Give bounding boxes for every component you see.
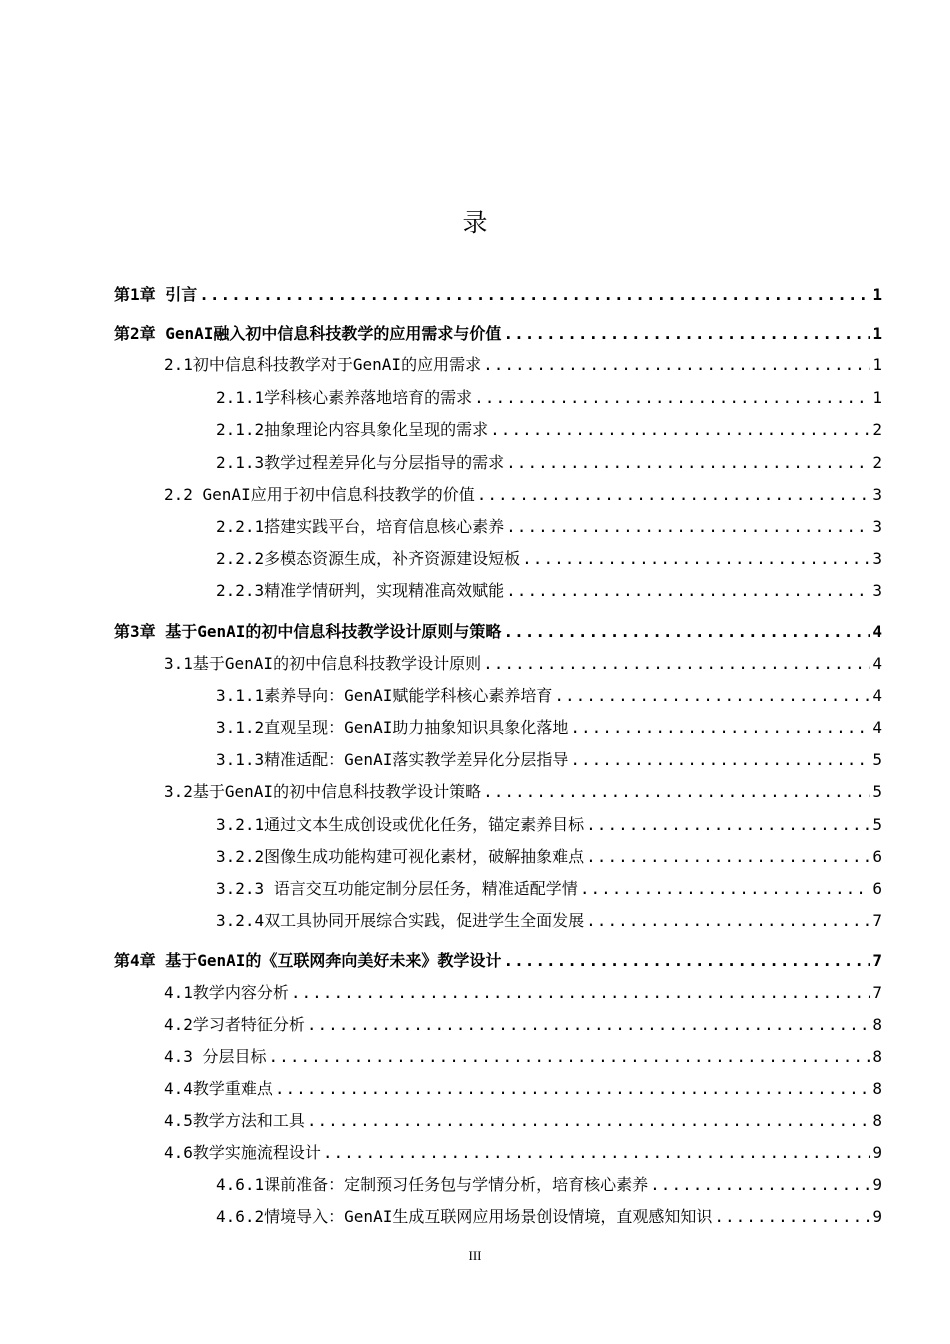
dot-leader xyxy=(503,950,870,972)
page-number: III xyxy=(468,1248,482,1263)
toc-entry-title: 2.1初中信息科技教学对于GenAI的应用需求 xyxy=(164,355,482,374)
toc-entry-title: 第2章 GenAI融入初中信息科技教学的应用需求与价值 xyxy=(114,324,502,343)
toc-entry[interactable] xyxy=(216,838,882,868)
toc-entry-title: 3.2.4双工具协同开展综合实践，促进学生全面发展 xyxy=(216,911,585,930)
toc-entry-page: 7 xyxy=(872,983,882,1002)
toc-entry[interactable] xyxy=(164,1134,882,1164)
dot-leader xyxy=(650,1174,870,1196)
toc-entry-page: 5 xyxy=(872,782,882,801)
toc-entry-title: 3.1.1素养导向：GenAI赋能学科核心素养培育 xyxy=(216,686,553,705)
toc-title: 录 xyxy=(462,208,488,237)
toc-entry-title: 第1章 引言 xyxy=(114,285,198,304)
toc-entry-title: 4.5教学方法和工具 xyxy=(164,1111,305,1130)
toc-entry-title: 3.2.2图像生成功能构建可视化素材，破解抽象难点 xyxy=(216,847,585,866)
toc-entry-page: 7 xyxy=(872,911,882,930)
dot-leader xyxy=(307,1110,870,1132)
dot-leader xyxy=(522,548,870,570)
toc-entry[interactable] xyxy=(164,476,882,506)
toc-entry-page: 4 xyxy=(872,718,882,737)
toc-entry[interactable] xyxy=(164,1102,882,1132)
dot-leader xyxy=(483,653,870,675)
dot-leader xyxy=(275,1078,870,1100)
dot-leader xyxy=(570,717,870,739)
toc-entry[interactable] xyxy=(216,1166,882,1196)
toc-entry-title: 3.2.1通过文本生成创设或优化任务，锚定素养目标 xyxy=(216,815,585,834)
toc-entry[interactable] xyxy=(216,870,882,900)
dot-leader xyxy=(506,580,870,602)
toc-entry-title: 3.1基于GenAI的初中信息科技教学设计原则 xyxy=(164,654,482,673)
toc-entry-page: 6 xyxy=(872,847,882,866)
toc-entry-page: 1 xyxy=(872,355,882,374)
toc-entry-page: 1 xyxy=(872,388,882,407)
toc-entry-page: 8 xyxy=(872,1111,882,1130)
toc-entry-page: 4 xyxy=(872,622,882,641)
toc-entry[interactable] xyxy=(114,276,882,306)
toc-entry[interactable] xyxy=(216,709,882,739)
dot-leader xyxy=(586,910,870,932)
toc-entry-title: 3.1.2直观呈现：GenAI助力抽象知识具象化落地 xyxy=(216,718,569,737)
dot-leader xyxy=(269,1046,871,1068)
dot-leader xyxy=(714,1206,870,1228)
toc-entry-page: 9 xyxy=(872,1175,882,1194)
toc-entry[interactable] xyxy=(164,974,882,1004)
toc-entry-title: 2.2.1搭建实践平台，培育信息核心素养 xyxy=(216,517,505,536)
toc-entry[interactable] xyxy=(164,1006,882,1036)
dot-leader xyxy=(503,621,870,643)
dot-leader xyxy=(483,354,870,376)
toc-entry-title: 4.6.2情境导入：GenAI生成互联网应用场景创设情境，直观感知知识 xyxy=(216,1207,713,1226)
dot-leader xyxy=(586,846,870,868)
toc-entry-title: 4.6教学实施流程设计 xyxy=(164,1143,321,1162)
toc-entry-page: 3 xyxy=(872,517,882,536)
toc-entry[interactable] xyxy=(216,444,882,474)
dot-leader xyxy=(307,1014,870,1036)
toc-entry-page: 9 xyxy=(872,1207,882,1226)
toc-entry-title: 2.1.1学科核心素养落地培育的需求 xyxy=(216,388,473,407)
toc-entry[interactable] xyxy=(164,645,882,675)
toc-entry-title: 2.1.3教学过程差异化与分层指导的需求 xyxy=(216,453,505,472)
toc-entry-page: 2 xyxy=(872,420,882,439)
dot-leader xyxy=(199,284,870,306)
toc-entry-page: 8 xyxy=(872,1047,882,1066)
toc-entry-title: 2.1.2抽象理论内容具象化呈现的需求 xyxy=(216,420,489,439)
toc-entry[interactable] xyxy=(216,379,882,409)
toc-entry[interactable] xyxy=(114,315,882,345)
dot-leader xyxy=(291,982,870,1004)
dot-leader xyxy=(580,878,871,900)
toc-entry[interactable] xyxy=(164,1038,882,1068)
toc-entry[interactable] xyxy=(164,773,882,803)
dot-leader xyxy=(506,516,870,538)
toc-entry[interactable] xyxy=(216,677,882,707)
toc-entry-page: 3 xyxy=(872,485,882,504)
toc-entry-title: 2.2.2多模态资源生成，补齐资源建设短板 xyxy=(216,549,521,568)
toc-entry-title: 4.4教学重难点 xyxy=(164,1079,273,1098)
toc-entry-title: 2.2.3精准学情研判，实现精准高效赋能 xyxy=(216,581,505,600)
dot-leader xyxy=(474,387,870,409)
dot-leader xyxy=(554,685,870,707)
toc-entry[interactable] xyxy=(164,346,882,376)
toc-entry-page: 2 xyxy=(872,453,882,472)
toc-entry-title: 4.2学习者特征分析 xyxy=(164,1015,305,1034)
toc-entry-page: 6 xyxy=(872,879,882,898)
dot-leader xyxy=(323,1142,870,1164)
toc-entry-page: 7 xyxy=(872,951,882,970)
dot-leader xyxy=(570,749,870,771)
toc-entry-page: 4 xyxy=(872,654,882,673)
toc-entry[interactable] xyxy=(216,741,882,771)
dot-leader xyxy=(483,781,870,803)
toc-entry-title: 4.6.1课前准备：定制预习任务包与学情分析，培育核心素养 xyxy=(216,1175,649,1194)
dot-leader xyxy=(490,419,870,441)
toc-entry-page: 8 xyxy=(872,1079,882,1098)
toc-entry[interactable] xyxy=(216,508,882,538)
toc-entry[interactable] xyxy=(216,806,882,836)
toc-entry-page: 3 xyxy=(872,549,882,568)
toc-entry-page: 1 xyxy=(872,324,882,343)
toc-entry-title: 3.2基于GenAI的初中信息科技教学设计策略 xyxy=(164,782,482,801)
toc-entry-title: 3.1.3精准适配：GenAI落实教学差异化分层指导 xyxy=(216,750,569,769)
toc-entry[interactable] xyxy=(216,540,882,570)
toc-entry-title: 4.3 分层目标 xyxy=(164,1047,267,1066)
toc-entry-page: 4 xyxy=(872,686,882,705)
toc-entry-title: 第3章 基于GenAI的初中信息科技教学设计原则与策略 xyxy=(114,622,502,641)
toc-entry[interactable] xyxy=(114,613,882,643)
toc-entry[interactable] xyxy=(216,1198,882,1228)
dot-leader xyxy=(506,452,870,474)
toc-entry-title: 3.2.3 语言交互功能定制分层任务，精准适配学情 xyxy=(216,879,578,898)
dot-leader xyxy=(503,323,870,345)
toc-entry-title: 2.2 GenAI应用于初中信息科技教学的价值 xyxy=(164,485,475,504)
toc-entry-title: 4.1教学内容分析 xyxy=(164,983,289,1002)
toc-entry[interactable] xyxy=(216,572,882,602)
toc-entry[interactable] xyxy=(164,1070,882,1100)
toc-entry-title: 第4章 基于GenAI的《互联网奔向美好未来》教学设计 xyxy=(114,951,502,970)
toc-entry[interactable] xyxy=(216,411,882,441)
toc-entry-page: 8 xyxy=(872,1015,882,1034)
dot-leader xyxy=(586,814,870,836)
toc-entry-page: 1 xyxy=(872,285,882,304)
toc-entry-page: 3 xyxy=(872,581,882,600)
toc-entry-page: 5 xyxy=(872,815,882,834)
toc-entry[interactable] xyxy=(216,902,882,932)
toc-entry-page: 5 xyxy=(872,750,882,769)
dot-leader xyxy=(477,484,871,506)
toc-entry-page: 9 xyxy=(872,1143,882,1162)
toc-entry[interactable] xyxy=(114,942,882,972)
